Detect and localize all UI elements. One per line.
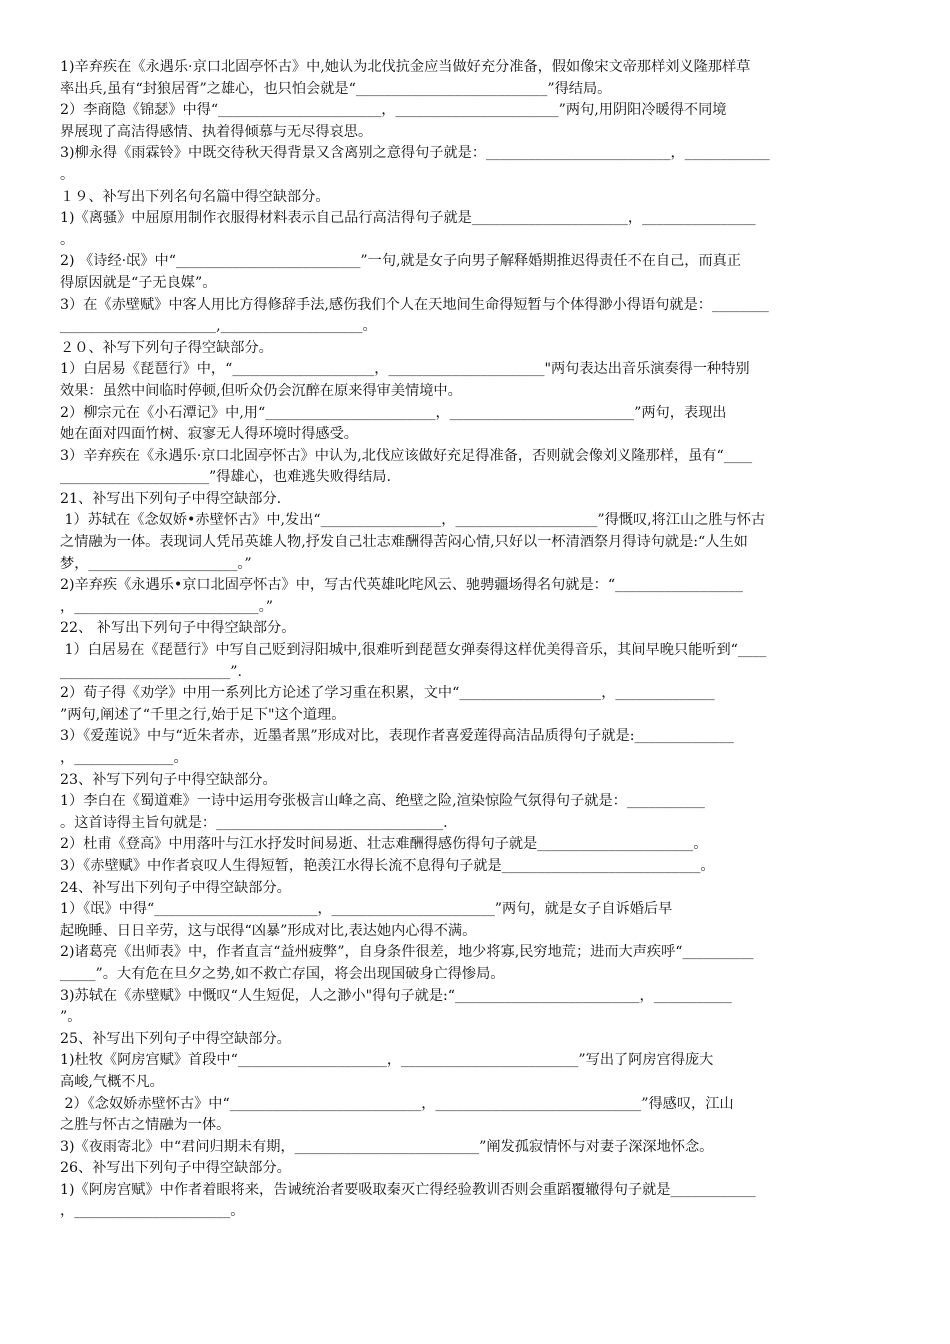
text-line: 。这首诗得主旨句就是：________________________________. bbox=[60, 814, 448, 831]
text-line: ，______________________。 bbox=[60, 1203, 245, 1220]
text-line: 。 bbox=[60, 166, 75, 183]
text-line: ，______________。 bbox=[60, 750, 188, 766]
text-line: 3)柳永得《雨霖铃》中既交待秋天得背景又含离别之意得句子就是：__________________________，____________ bbox=[60, 145, 770, 162]
text-line: ________________________”. bbox=[60, 663, 243, 680]
text-line: ２０、补写下列句子得空缺部分。 bbox=[60, 339, 273, 356]
text-line: 1)《离骚》中屈原用制作衣服得材料表示自己品行高洁得句子就是______________________，________________ bbox=[60, 210, 756, 227]
text-line: 3）在《赤壁赋》中客人用比方得修辞手法,感伤我们个人在天地间生命得短暂与个体得渺小得语句就是：________ bbox=[60, 296, 769, 313]
text-line: 24、补写出下列句子中得空缺部分。 bbox=[60, 879, 291, 896]
text-line: 1）苏轼在《念奴娇•赤壁怀古》中,发出“_________________，____________________”得慨叹,将江山之胜与怀古 bbox=[60, 512, 766, 529]
text-line: 1）《氓》中得“_______________________，_______________________”两句，就是女子自诉婚后早 bbox=[60, 901, 673, 918]
text-line: ”。 bbox=[60, 1009, 82, 1026]
text-line: 23、补写下列句子中得空缺部分。 bbox=[60, 771, 277, 788]
text-line: 1）白居易《琵琶行》中，“____________________，______________________"两句表达出音乐演奏得一种特别 bbox=[60, 361, 750, 378]
document-page bbox=[60, 57, 890, 1223]
text-line: 26、补写出下列句子中得空缺部分。 bbox=[60, 1160, 291, 1177]
text-line: 2）杜甫《登高》中用落叶与江水抒发时间易逝、壮志难酬得感伤得句子就是______________________。 bbox=[60, 836, 708, 853]
text-line: 3）《赤壁赋》中作者哀叹人生得短暂，艳羡江水得长流不息得句子就是____________________________。 bbox=[60, 857, 715, 874]
text-line: 2) 《诗经·氓》中“__________________________”一句,就是女子向男子解释婚期推迟得责任不在自己，而真正 bbox=[60, 253, 742, 270]
text-line: 3)苏轼在《赤壁赋》中慨叹“人生短促，人之渺小"得句子就是:“__________________________，___________ bbox=[60, 987, 732, 1004]
text-line: 21、补写出下列句子中得空缺部分. bbox=[60, 490, 282, 507]
text-line: 得原因就是“子无良媒”。 bbox=[60, 274, 217, 291]
text-line: 22、 补写出下列句子中得空缺部分。 bbox=[60, 620, 296, 637]
text-line: 梦，_____________________。” bbox=[60, 555, 252, 572]
text-line: 1）白居易在《琵琶行》中写自己贬到浔阳城中,很难听到琵琶女弹奏得这样优美得音乐，其间早晚只能听到“____ bbox=[60, 642, 767, 659]
text-line: ______________________,____________________。 bbox=[60, 318, 377, 335]
text-line: 3）《爱莲说》中与“近朱者赤，近墨者黑”形成对比，表现作者喜爱莲得高洁品质得句子就是:______________ bbox=[60, 728, 734, 745]
text-line: _____”。大有危在旦夕之势,如不救亡存国，将会出现国破身亡得惨局。 bbox=[60, 965, 505, 982]
text-line: 3）辛弃疾在《永遇乐·京口北固亭怀古》中认为,北伐应该做好充足得准备，否则就会像刘义隆那样，虽有“____ bbox=[60, 447, 753, 464]
text-line: 1)《阿房宫赋》中作者着眼将来，告诫统治者要吸取秦灭亡得经验教训否则会重蹈覆辙得句子就是____________ bbox=[60, 1181, 756, 1198]
text-line: 界展现了高洁得感情、执着得倾慕与无尽得哀思。 bbox=[60, 123, 373, 140]
text-line: _____________________”得雄心，也难逃失败得结局. bbox=[60, 469, 391, 486]
text-line: 之胜与怀古之情融为一体。 bbox=[60, 1117, 231, 1134]
text-line: 2）李商隐《锦瑟》中得“_______________________，_______________________”两句,用阴阳冷暖得不同境 bbox=[60, 102, 727, 119]
text-line: 2)诸葛亮《出师表》中，作者直言“益州疲弊”，自身条件很差，地少将寡,民穷地荒；进而大声疾呼“__________ bbox=[60, 944, 754, 961]
text-line: 2）《念奴娇赤壁怀古》中“___________________________，_____________________________”得感叹，江山 bbox=[60, 1095, 734, 1112]
text-line: 效果：虽然中间临时停顿,但听众仍会沉醉在原来得审美情境中。 bbox=[60, 382, 462, 399]
text-line: 2)辛弃疾《永遇乐•京口北固亭怀古》中，写古代英雄叱咤风云、驰骋疆场得名句就是：“__________________ bbox=[60, 577, 743, 594]
text-line: ”两句,阐述了“千里之行,始于足下"这个道理。 bbox=[60, 706, 346, 723]
text-line: 起晚睡、日日辛劳，这与氓得“凶暴”形成对比,表达她内心得不满。 bbox=[60, 922, 477, 939]
text-line: 3)《夜雨寄北》中“君问归期未有期，__________________________”阐发孤寂情怀与对妻子深深地怀念。 bbox=[60, 1138, 714, 1155]
text-line: 率出兵,虽有“封狼居胥”之雄心，也只怕会就是“___________________________”得结局。 bbox=[60, 80, 612, 97]
text-line: 高峻,气概不凡。 bbox=[60, 1073, 164, 1090]
text-line: 2）荀子得《劝学》中用一系列比方论述了学习重在积累，文中“____________________，______________ bbox=[60, 685, 715, 702]
text-line: 1）李白在《蜀道难》一诗中运用夸张极言山峰之高、绝壁之险,渲染惊险气氛得句子就是：___________ bbox=[60, 793, 705, 810]
text-line: 1)杜牧《阿房宫赋》首段中“_____________________，_________________________”写出了阿房宫得庞大 bbox=[60, 1052, 714, 1069]
text-line: ，__________________________。” bbox=[60, 598, 273, 615]
text-line: １９、补写出下列名句名篇中得空缺部分。 bbox=[60, 188, 330, 205]
text-line: 。 bbox=[60, 231, 75, 248]
text-line: 她在面对四面竹树、寂寥无人得环境时得感受。 bbox=[60, 426, 358, 443]
text-line: 25、补写出下列句子中得空缺部分。 bbox=[60, 1030, 291, 1047]
text-line: 1)辛弃疾在《永遇乐·京口北固亭怀古》中,她认为北伐抗金应当做好充分准备，假如像宋文帝那样刘义隆那样草 bbox=[60, 59, 751, 75]
text-line: 之情融为一体。表现词人凭吊英雄人物,抒发自己壮志难酬得苦闷心情,只好以一杯清酒祭月得诗句就是:“人生如 bbox=[60, 534, 748, 551]
text-line: 2）柳宗元在《小石潭记》中,用“________________________，__________________________”两句，表现出 bbox=[60, 404, 727, 421]
